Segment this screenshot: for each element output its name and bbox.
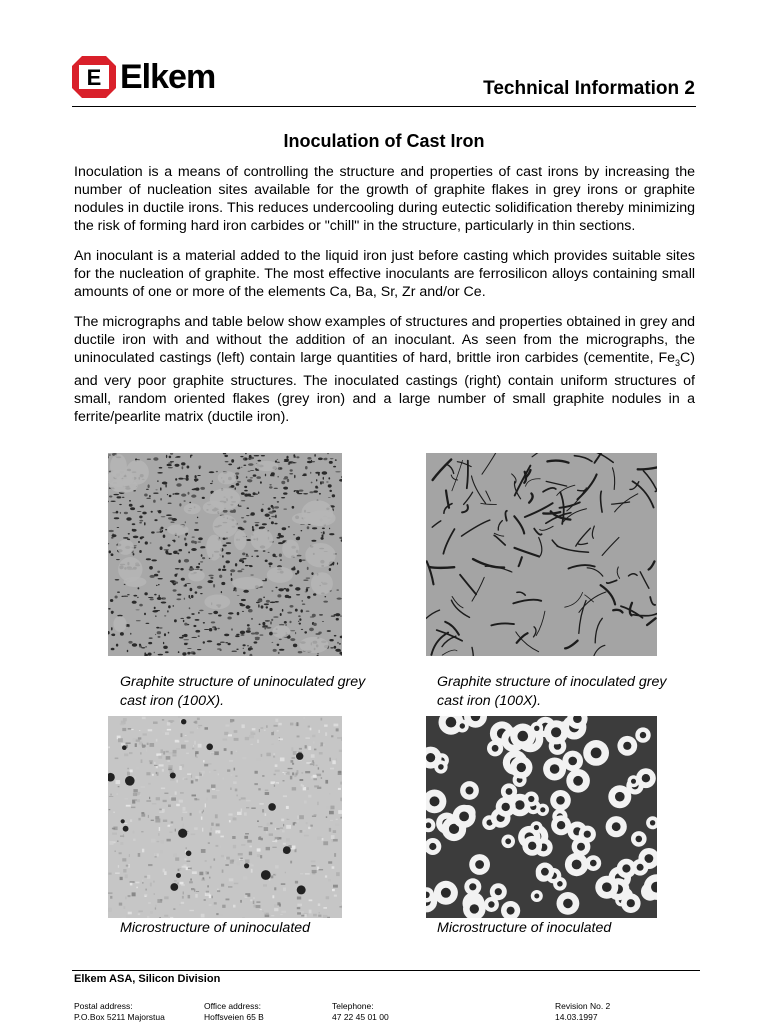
paragraph-3: The micrographs and table below show examples of structures and properties obtained in grey and ductile iron with and without the addition of an inoculant. As seen from the micrographs, the uninoculated castings (left) contain large quantities of hard, brittle iron carbides (cementite, $Fe_3C$) and very poor graphite structures. The inoculated castings (right) contain uniform structures of small, random oriented flakes (grey iron) and a large number of small graphite nodules in a ferrite/pearlite matrix (ductile iron). xyxy=(74,314,695,425)
micrograph-uninoculated-ductile xyxy=(108,716,342,918)
header-divider xyxy=(72,106,696,107)
micrograph-inoculated-ductile xyxy=(426,716,657,918)
footer-postal: Postal address: P.O.Box 5211 Majorstua xyxy=(74,1001,165,1022)
footer-office: Office address: Hoffsveien 65 B xyxy=(204,1001,264,1022)
paragraph-1: Inoculation is a means of controlling the structure and properties of cast irons by increasing the number of nucleation sites available for the growth of graphite flakes in grey irons or graphite nodules in ductile irons. This reduces undercooling during eutectic solidification thereby minimizing the risk of forming hard iron carbides or "chill" in the structure, particularly in thin sections. xyxy=(74,164,695,234)
brand-name: Elkem xyxy=(120,58,216,96)
micrograph-uninoculated-grey xyxy=(108,453,342,656)
paragraph-2: An inoculant is a material added to the liquid iron just before casting which provides suitable sites for the nucleation of graphite. The most effective inoculants are ferrosilicon alloys containing small amounts of one or more of the elements Ca, Ba, Sr, Zr and/or Ce. xyxy=(74,248,695,300)
elkem-logo-icon xyxy=(72,56,116,98)
footer-company: Elkem ASA, Silicon Division xyxy=(74,973,221,985)
elkem-logo xyxy=(72,56,215,98)
caption-inoculated-grey: Graphite structure of inoculated grey cast iron (100X). xyxy=(437,674,667,709)
svg-text:E: E xyxy=(86,65,102,90)
footer-revision: Revision No. 2 14.03.1997 xyxy=(555,1001,611,1022)
body-text xyxy=(74,163,695,438)
footer-divider xyxy=(72,970,700,971)
micrograph-inoculated-grey xyxy=(426,453,657,656)
caption-uninoculated-ductile: Microstructure of uninoculated xyxy=(120,920,311,936)
footer-telephone: Telephone: 47 22 45 01 00 xyxy=(332,1001,389,1022)
caption-uninoculated-grey: Graphite structure of uninoculated grey cast iron (100X). xyxy=(120,674,366,709)
document-type: Technical Information 2 xyxy=(483,78,695,99)
caption-inoculated-ductile: Microstructure of inoculated xyxy=(437,920,612,936)
page-title: Inoculation of Cast Iron xyxy=(283,131,485,151)
